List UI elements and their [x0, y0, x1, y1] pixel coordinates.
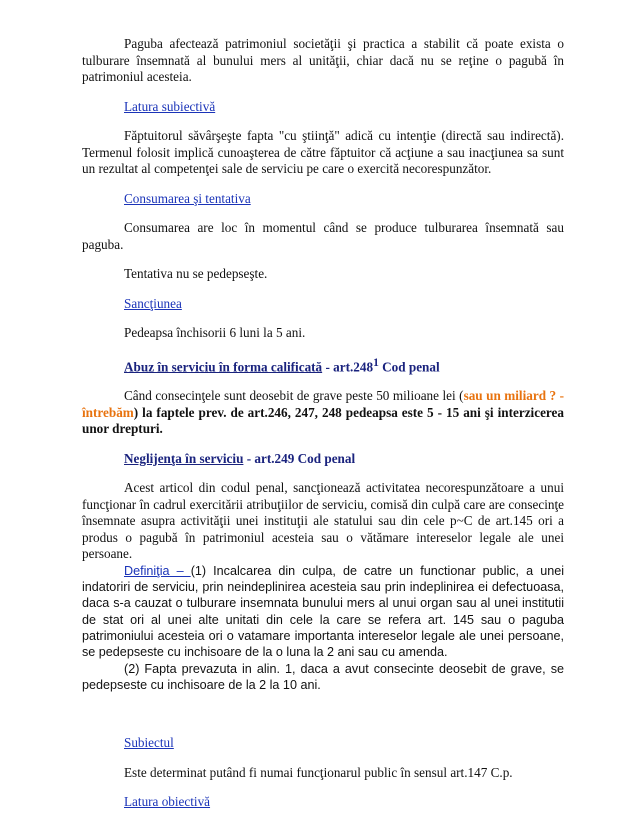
link-latura-obiectiva[interactable]: Latura obiectivă: [124, 794, 211, 810]
link-latura-subiectiva[interactable]: Latura subiectivă: [124, 98, 216, 114]
document-page: [82, 36, 564, 811]
heading-consumarea: [82, 191, 564, 208]
definitia-para-1: [82, 563, 564, 661]
paragraph-faptuitorul: Făptuitorul săvârşeşte fapta "cu ştiinţă" adică cu intenţie (directă sau indirectă). Termenul folosit implică cunoaşterea de către făptuitor că acţiune a sau inacţiunea sa sunt un rezultat al competenţei sale de serviciu pe care o exercită necorespunzător.: [82, 128, 564, 176]
definitia-para-2: (2) Fapta prevazuta in alin. 1, daca a avut consecinte deosebit de grave, se pedepseste cu inchisoare de la 2 la 10 ani.: [82, 661, 564, 692]
paragraph-pedeapsa: Pedeapsa închisorii 6 luni la 5 ani.: [124, 325, 306, 340]
heading-abuz: [82, 355, 564, 376]
heading-latura-obiectiva: [82, 794, 564, 811]
definitia-block: [82, 563, 564, 693]
paragraph-paguba: Paguba afectează patrimoniul societăţii şi practica a stabilit că poate exista o tulburare însemnată al bunului mers al unităţii, chiar dacă nu se reţine o pagubă în patrimoniul acesteia.: [82, 36, 564, 84]
abuz-title[interactable]: Abuz în serviciu în forma calificată: [124, 358, 323, 374]
link-sanctiunea[interactable]: Sancţiunea: [124, 295, 182, 311]
link-subiectul[interactable]: Subiectul: [124, 735, 174, 751]
definitia-num: (1): [190, 563, 207, 578]
heading-subiectul: [82, 735, 564, 752]
consecinte-question: sau un miliard ? - întrebăm: [82, 388, 564, 420]
paragraph-acest-articol: Acest articol din codul penal, sancţionează activitatea necorespunzătoare a unui funcţionar în cadrul exercitării atribuţiilor de serviciu, comisă din culpă care are consecinţe însemnate asupra activităţii unei instituţii ale statului sau din cele p~C de art.145 ori a produs o pagubă în patrimoniul acesteia sau o vătămare intereselor legale ale unei persoane.: [82, 480, 564, 562]
link-consumarea[interactable]: Consumarea şi tentativa: [124, 190, 251, 206]
paragraph-subiectul: Este determinat putând fi numai funcţionarul public în sensul art.147 C.p.: [124, 764, 513, 780]
heading-neglijenta: [82, 451, 564, 468]
heading-latura-subiectiva: [82, 99, 564, 116]
consecinte-text-b: ) la faptele prev. de art.246, 247, 248 pedeapsa este 5 - 15 ani şi interzicerea unor drepturi.: [82, 404, 564, 437]
definitia-text-1: Incalcarea din culpa, de catre un functionar public, a unei indatoriri de serviciu, prin neindeplinirea acesteia sau prin indeplinirea ei defectuoasa, daca s-a cauzat o tulburare insemnata bunului mers al unui organ sau al unei institutii de stat ori al unei alte unitati din cele la care se refera art. 145 sau o paguba patrimoniului acesteia ori o vatamare importanta intereselor legale ale unei persoane, se pedepseste cu inchisoare de la o luna la 2 ani sau cu amenda.: [82, 563, 564, 660]
paragraph-consumarea: Consumarea are loc în momentul când se produce tulburarea însemnată sau paguba.: [82, 220, 564, 252]
abuz-code: Cod penal: [378, 358, 440, 374]
definitia-link[interactable]: Definiţia –: [124, 563, 191, 578]
paragraph-consecinte: [82, 388, 564, 438]
neglijenta-article: - art.249 Cod penal: [243, 450, 356, 466]
paragraph-tentativa: Tentativa nu se pedepseşte.: [124, 266, 268, 281]
abuz-sup: 1: [373, 356, 379, 369]
neglijenta-title[interactable]: Neglijenţa în serviciu: [124, 450, 244, 466]
consecinte-text-a: Când consecinţele sunt deosebit de grave peste 50 milioane lei (: [124, 388, 464, 404]
heading-sanctiunea: [82, 296, 564, 313]
abuz-article: - art.248: [322, 358, 374, 374]
